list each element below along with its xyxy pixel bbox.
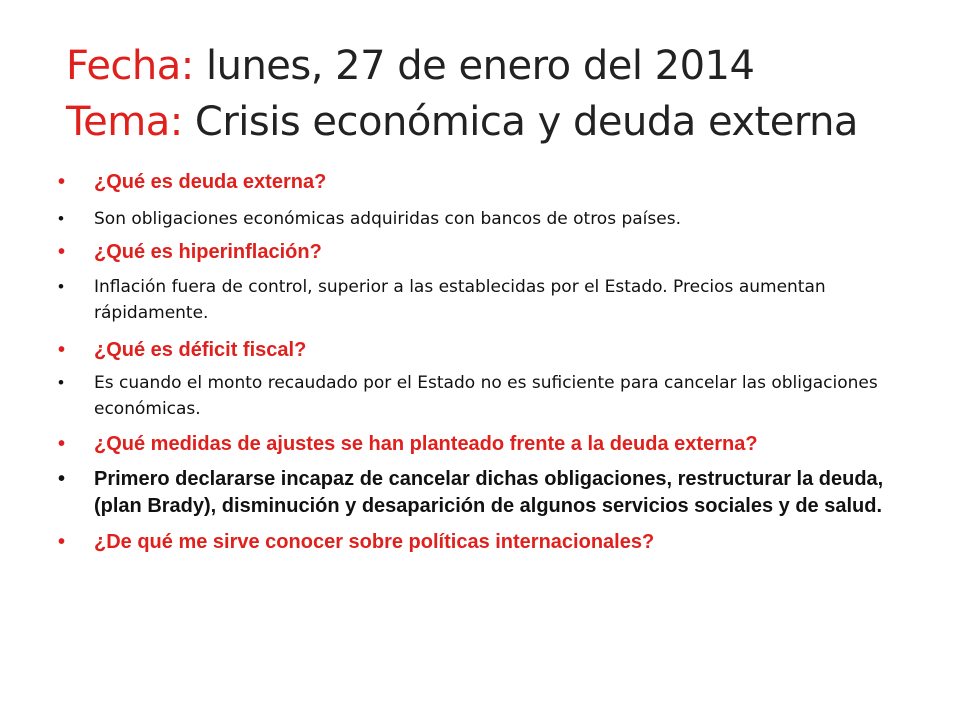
- question-text: ¿Qué medidas de ajustes se han planteado frente a la deuda externa?: [94, 433, 758, 455]
- bullet-marker: •: [58, 339, 66, 361]
- topic-value: Crisis económica y deuda externa: [194, 99, 858, 145]
- answer-text: Inflación fuera de control, superior a las establecidas por el Estado. Precios aumentan rápidamente.: [94, 277, 826, 323]
- date-value: lunes, 27 de enero del 2014: [205, 43, 755, 89]
- question-item: [56, 338, 916, 362]
- bullet-marker: •: [58, 241, 66, 263]
- topic-line: [66, 94, 946, 150]
- answer-item: [56, 274, 916, 326]
- bullet-marker: •: [58, 468, 66, 490]
- question-text: ¿Qué es hiperinflación?: [94, 241, 322, 263]
- question-item: [56, 530, 916, 554]
- date-label: Fecha:: [66, 43, 194, 89]
- question-item: [56, 240, 916, 264]
- topic-label: Tema:: [66, 99, 183, 145]
- slide-title: [66, 38, 946, 150]
- bullet-marker: •: [58, 277, 64, 296]
- bullet-marker: •: [58, 209, 64, 228]
- answer-text: Primero declararse incapaz de cancelar dichas obligaciones, restructurar la deuda, (plan Brady), disminución y desaparición de algunos servicios sociales y de salud.: [94, 468, 884, 517]
- question-item: [56, 170, 916, 194]
- bullet-list: [56, 170, 916, 554]
- bullet-marker: •: [58, 171, 66, 193]
- question-text: ¿Qué es deuda externa?: [94, 171, 327, 193]
- answer-text: Son obligaciones económicas adquiridas con bancos de otros países.: [94, 209, 681, 229]
- answer-item: [56, 466, 916, 520]
- date-line: [66, 38, 946, 94]
- answer-text: Es cuando el monto recaudado por el Estado no es suficiente para cancelar las obligaciones económicas.: [94, 373, 878, 419]
- question-text: ¿Qué es déficit fiscal?: [94, 339, 307, 361]
- bullet-marker: •: [58, 433, 66, 455]
- bullet-marker: •: [58, 531, 66, 553]
- question-text: ¿De qué me sirve conocer sobre políticas internacionales?: [94, 531, 655, 553]
- answer-item: [56, 370, 916, 422]
- answer-item: [56, 206, 916, 232]
- question-item: [56, 432, 916, 456]
- bullet-marker: •: [58, 373, 64, 392]
